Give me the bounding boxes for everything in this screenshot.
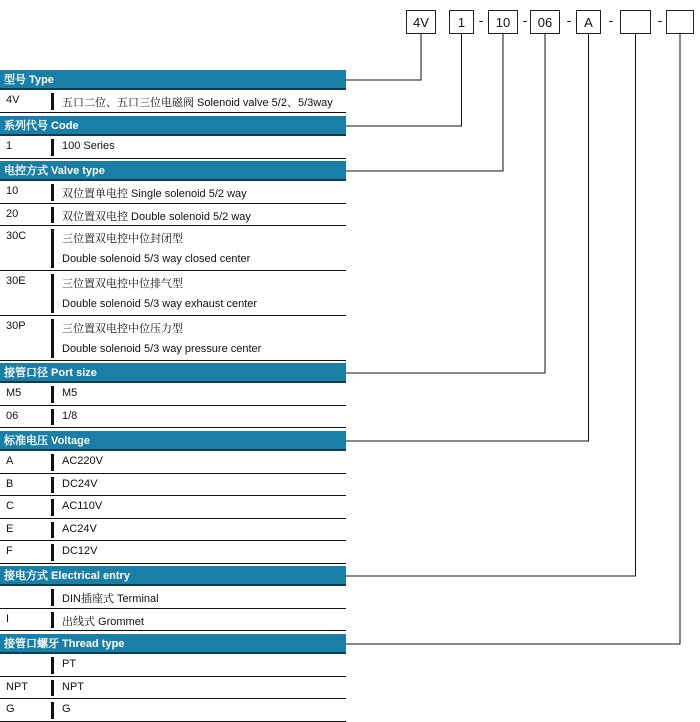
table-row [0, 474, 346, 497]
section-header: 系列代号 Code [0, 116, 346, 136]
row-description: 双位置单电控 Single solenoid 5/2 way [62, 188, 247, 200]
table-row [0, 136, 346, 159]
row-code: A [6, 455, 14, 467]
section-header: 接电方式 Electrical entry [0, 566, 346, 586]
row-divider-bar [51, 589, 54, 606]
row-description: DC24V [62, 477, 98, 490]
table-row [0, 316, 346, 361]
row-code: 30P [6, 320, 26, 332]
row-description: Double solenoid 5/3 way exhaust center [62, 297, 258, 310]
table-row [0, 181, 346, 204]
row-description: 三位置双电控中位排气型 [62, 278, 183, 290]
code-box-6 [620, 10, 651, 34]
connector-line-4 [346, 34, 545, 373]
connector-line-7 [346, 34, 680, 644]
row-description: 五口二位、五口三位电磁阀 Solenoid valve 5/2、5/3way [62, 97, 333, 109]
row-description: DIN插座式 Terminal [62, 593, 159, 605]
row-divider-bar [51, 207, 54, 224]
row-divider-bar [51, 657, 54, 674]
row-code: 10 [6, 185, 19, 197]
table-row [0, 271, 346, 316]
row-divider-bar [51, 184, 54, 201]
row-code: G [6, 703, 15, 715]
row-description: 100 Series [62, 140, 115, 152]
table-row [0, 496, 346, 519]
row-code: C [6, 500, 14, 512]
table-row [0, 586, 346, 609]
connector-line-5 [346, 34, 589, 441]
table-row [0, 451, 346, 474]
code-box-5: A [576, 10, 601, 34]
row-divider-bar [51, 499, 54, 516]
code-separator: - [657, 12, 663, 28]
code-separator: - [522, 12, 528, 28]
row-divider-bar [51, 319, 54, 358]
connector-line-1 [346, 34, 421, 80]
row-description: 双位置双电控 Double solenoid 5/2 way [62, 210, 251, 223]
row-divider-bar [51, 680, 54, 697]
section-header: 接管口径 Port size [0, 363, 346, 383]
table-row [0, 654, 346, 677]
row-description: Double solenoid 5/3 way closed center [62, 252, 251, 265]
code-separator: - [608, 12, 614, 28]
section-header: 型号 Type [0, 70, 346, 90]
code-box-7 [666, 10, 694, 34]
row-code: I [6, 612, 10, 625]
row-divider-bar [51, 139, 54, 156]
table-row [0, 699, 346, 722]
row-description: AC24V [62, 522, 97, 535]
row-divider-bar [51, 477, 54, 494]
row-code: 4V [6, 94, 20, 106]
connector-line-3 [346, 34, 503, 171]
row-code: B [6, 477, 14, 490]
row-code: 20 [6, 207, 19, 220]
row-code: M5 [6, 387, 22, 399]
section-header: 接管口螺牙 Thread type [0, 634, 346, 654]
connector-line-2 [346, 34, 462, 126]
table-row [0, 541, 346, 564]
section-header: 标准电压 Voltage [0, 431, 346, 451]
table-row [0, 226, 346, 271]
row-divider-bar [51, 702, 54, 719]
row-code: E [6, 522, 14, 535]
row-divider-bar [51, 409, 54, 426]
row-description: 三位置双电控中位压力型 [62, 323, 183, 335]
row-divider-bar [51, 454, 54, 471]
code-box-2: 1 [449, 10, 474, 34]
code-separator: - [478, 12, 484, 28]
row-divider-bar [51, 544, 54, 561]
code-box-3: 10 [488, 10, 518, 34]
row-code: 30E [6, 275, 26, 287]
row-description: 1/8 [62, 409, 78, 422]
row-description: 三位置双电控中位封闭型 [62, 233, 183, 245]
row-description: AC220V [62, 455, 103, 467]
row-code: 1 [6, 140, 13, 152]
row-description: 出线式 Grommet [62, 615, 144, 628]
table-row [0, 406, 346, 429]
row-description: AC110V [62, 500, 103, 512]
table-row [0, 204, 346, 227]
row-divider-bar [51, 386, 54, 403]
row-divider-bar [51, 229, 54, 268]
table-row [0, 677, 346, 700]
section-header: 电控方式 Valve type [0, 161, 346, 181]
row-code: 06 [6, 409, 19, 422]
table-row [0, 90, 346, 113]
row-code: NPT [6, 680, 28, 693]
row-divider-bar [51, 274, 54, 313]
code-separator: - [566, 12, 572, 28]
row-description: G [62, 703, 71, 715]
row-description: DC12V [62, 545, 98, 557]
row-description: PT [62, 658, 77, 670]
row-code: F [6, 545, 13, 557]
table-row [0, 609, 346, 632]
code-box-1: 4V [406, 10, 436, 34]
row-description: NPT [62, 680, 84, 693]
row-description: Double solenoid 5/3 way pressure center [62, 342, 262, 355]
connector-line-6 [346, 34, 636, 576]
row-divider-bar [51, 612, 54, 629]
row-divider-bar [51, 522, 54, 539]
table-row [0, 383, 346, 406]
row-description: M5 [62, 387, 78, 399]
code-box-4: 06 [530, 10, 560, 34]
table-row [0, 519, 346, 542]
row-divider-bar [51, 93, 54, 110]
row-code: 30C [6, 230, 27, 242]
